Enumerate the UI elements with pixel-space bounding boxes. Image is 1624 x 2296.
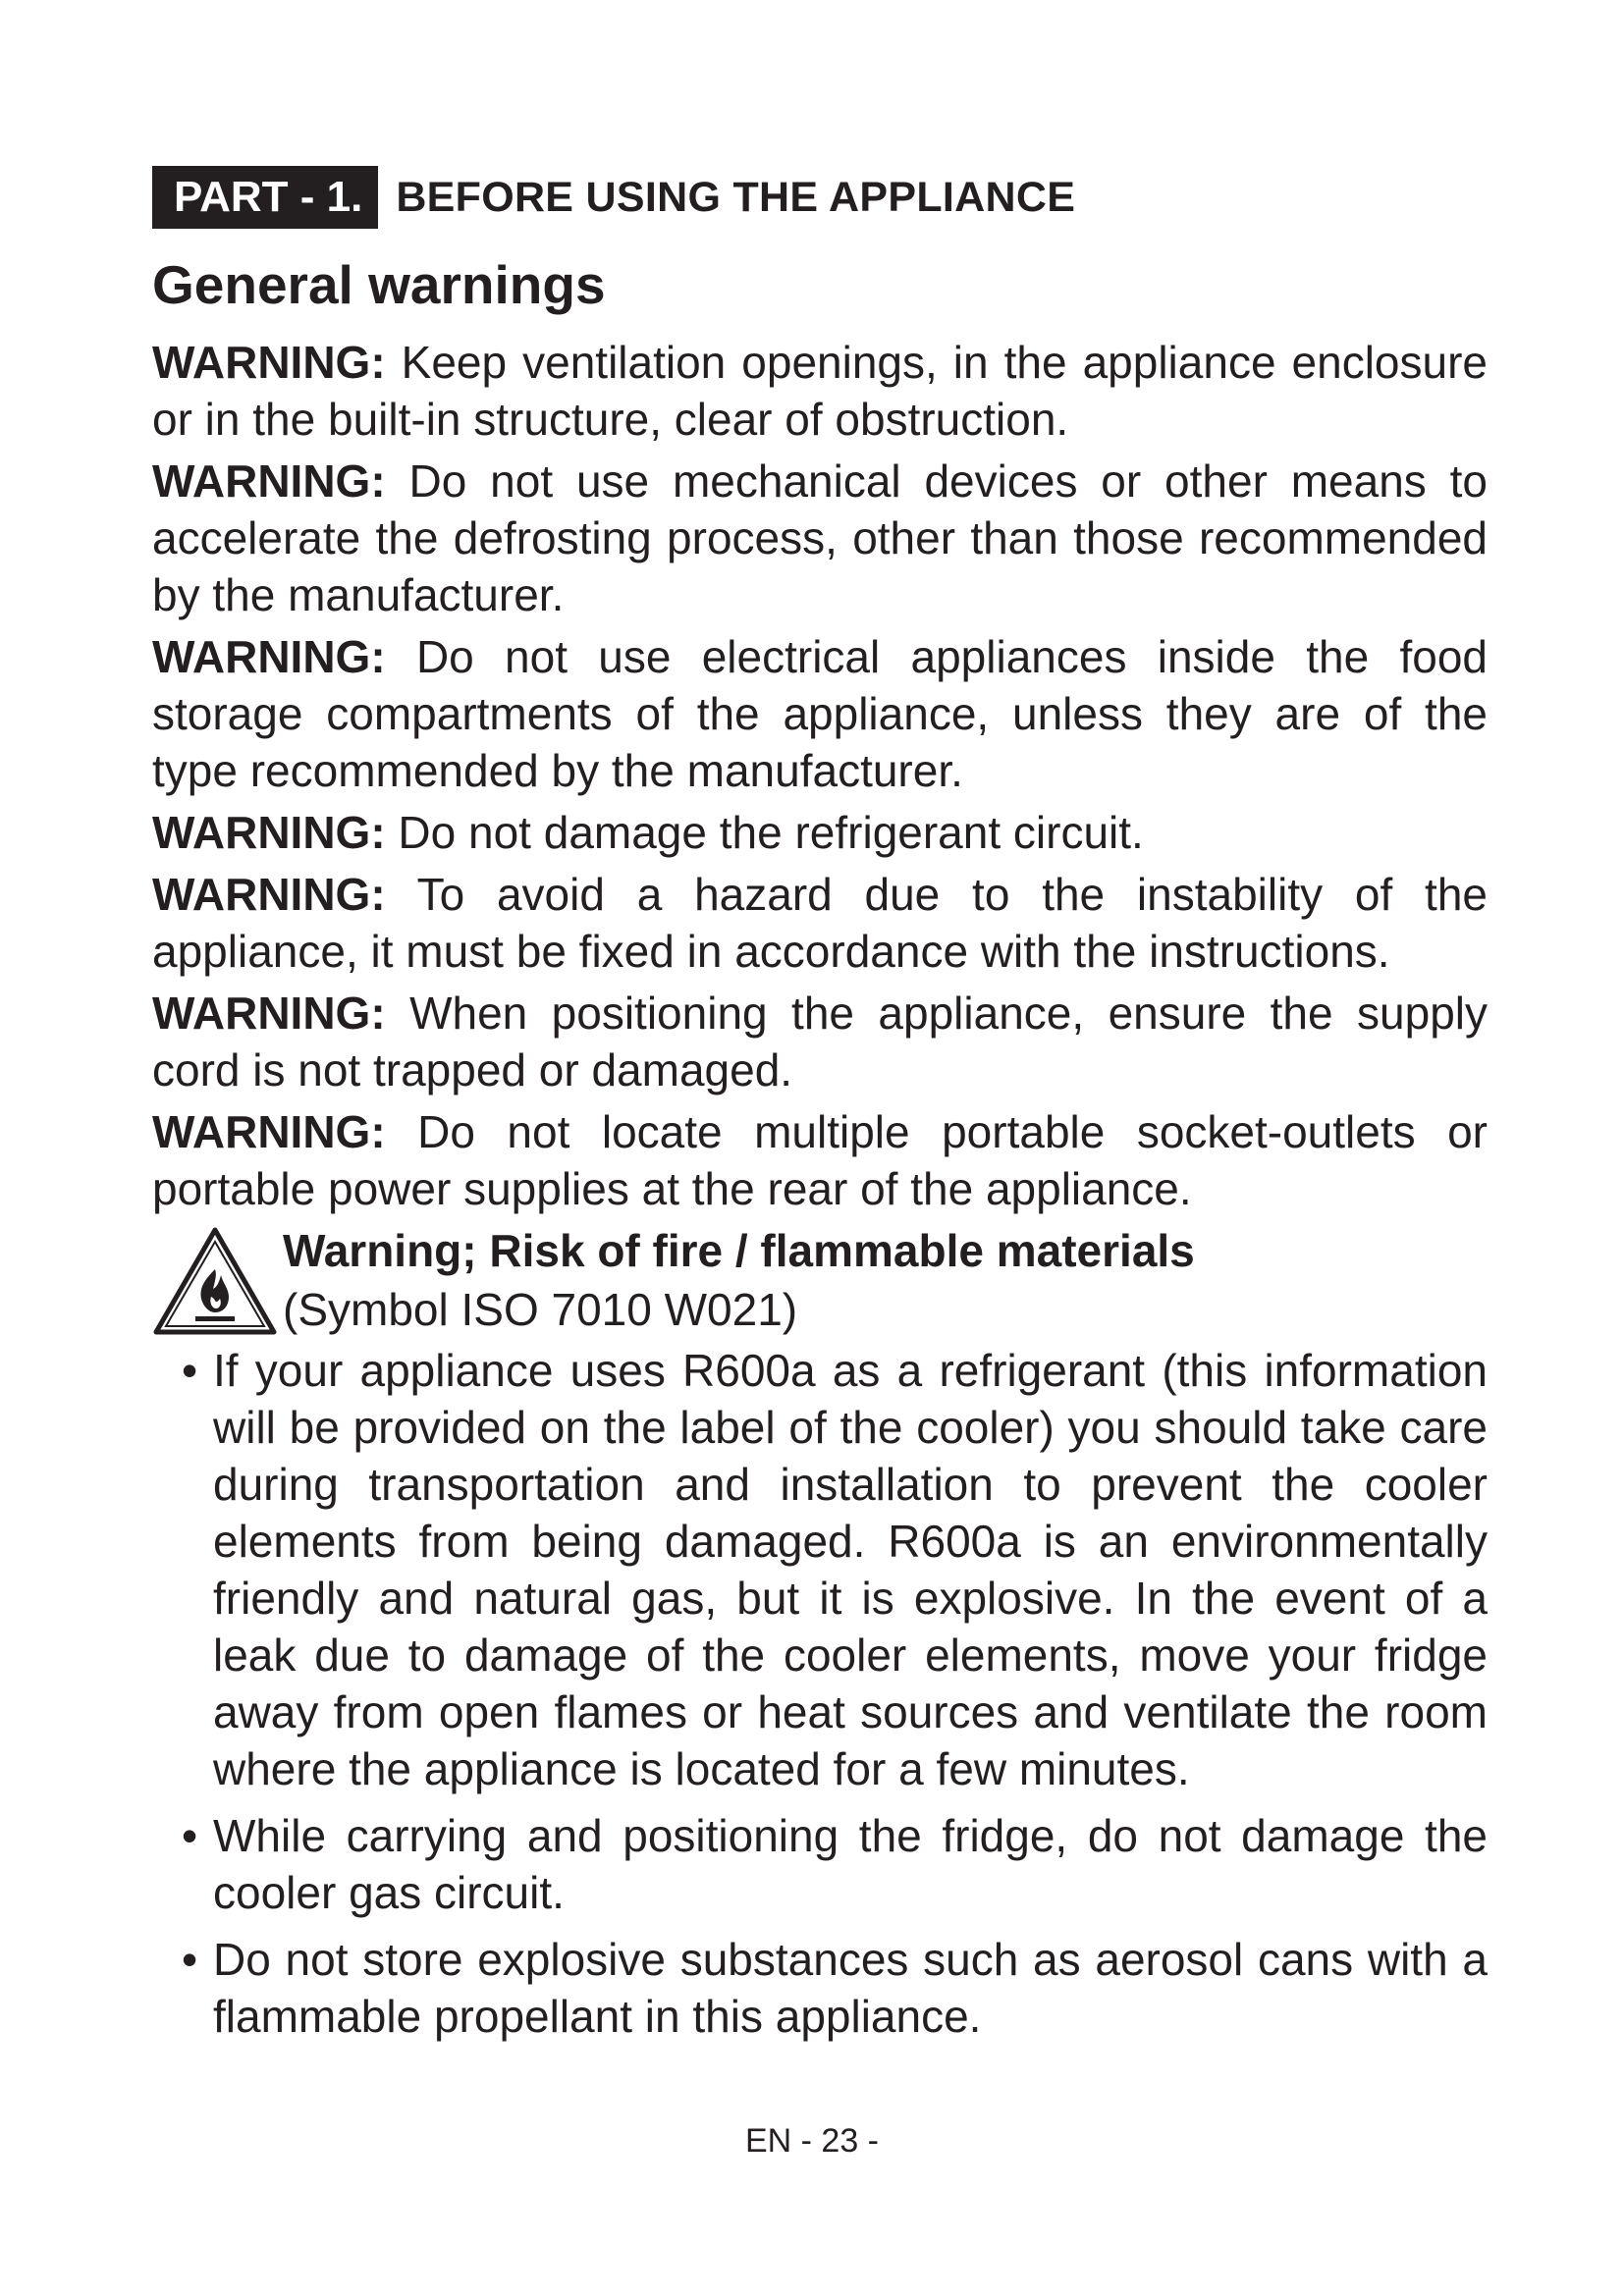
warning-label: WARNING: <box>152 988 386 1039</box>
warning-item <box>152 866 1488 980</box>
list-item-text: If your appliance uses R600a as a refrigerant (this information will be provided on the label of the cooler) you should take care during transportation and installation to prevent the cooler elements from being damaged. R600a is an environmentally friendly and natural gas, but it is explosive. In the event of a leak due to damage of the cooler elements, move your fridge away from open flames or heat sources and ventilate the room where the appliance is located for a few minutes. <box>213 1345 1488 1794</box>
warning-item <box>152 985 1488 1098</box>
list-item-text: While carrying and positioning the fridge, do not damage the cooler gas circuit. <box>213 1810 1488 1918</box>
warning-label: WARNING: <box>152 455 386 507</box>
list-item <box>152 1342 1488 1797</box>
fire-warning-title: Warning; Risk of fire / flammable materials <box>283 1225 1195 1276</box>
fire-warning <box>152 1222 1488 1338</box>
bullet-dot: • <box>182 1934 198 1985</box>
warnings-list <box>152 334 1488 1217</box>
warning-text: When positioning the appliance, ensure the supply cord is not trapped or damaged. <box>152 988 1489 1095</box>
bullet-list <box>152 1342 1488 2045</box>
part-badge: PART - 1. <box>152 166 378 229</box>
page-footer: EN - 23 - <box>744 2122 880 2160</box>
warning-item <box>152 334 1488 448</box>
part-header <box>152 165 1488 230</box>
warning-text: Keep ventilation openings, in the appliance enclosure or in the built-in structure, clear of obstruction. <box>152 337 1489 445</box>
warning-text: Do not locate multiple portable socket-outlets or portable power supplies at the rear of the appliance. <box>152 1106 1489 1214</box>
warning-text: Do not damage the refrigerant circuit. <box>398 807 1144 858</box>
warning-item <box>152 453 1488 623</box>
list-item <box>152 1807 1488 1921</box>
warning-label: WARNING: <box>152 1106 386 1157</box>
section-title: General warnings <box>152 254 606 315</box>
flammable-warning-triangle-icon <box>152 1226 278 1336</box>
list-item-text: Do not store explosive substances such as aerosol cans with a flammable propellant in this appliance. <box>213 1934 1488 2042</box>
part-title: BEFORE USING THE APPLIANCE <box>396 173 1076 221</box>
warning-text: To avoid a hazard due to the instability of the appliance, it must be fixed in accordance with the instructions. <box>152 869 1488 977</box>
warning-label: WARNING: <box>152 869 386 920</box>
warning-item <box>152 1103 1488 1217</box>
list-item <box>152 1931 1488 2045</box>
warning-text: Do not use mechanical devices or other means to accelerate the defrosting process, other than those recommended by the manufacturer. <box>152 455 1489 620</box>
bullet-dot: • <box>182 1345 198 1396</box>
manual-page <box>152 165 1488 2055</box>
bullet-dot: • <box>182 1810 198 1861</box>
warning-item <box>152 804 1488 861</box>
warning-label: WARNING: <box>152 337 386 388</box>
warning-label: WARNING: <box>152 631 386 682</box>
warning-label: WARNING: <box>152 807 386 858</box>
fire-warning-symbol: (Symbol ISO 7010 W021) <box>283 1284 798 1335</box>
warning-item <box>152 628 1488 799</box>
warning-text: Do not use electrical appliances inside the food storage compartments of the appliance, unless they are of the type recommended by the manufacturer. <box>152 631 1488 796</box>
